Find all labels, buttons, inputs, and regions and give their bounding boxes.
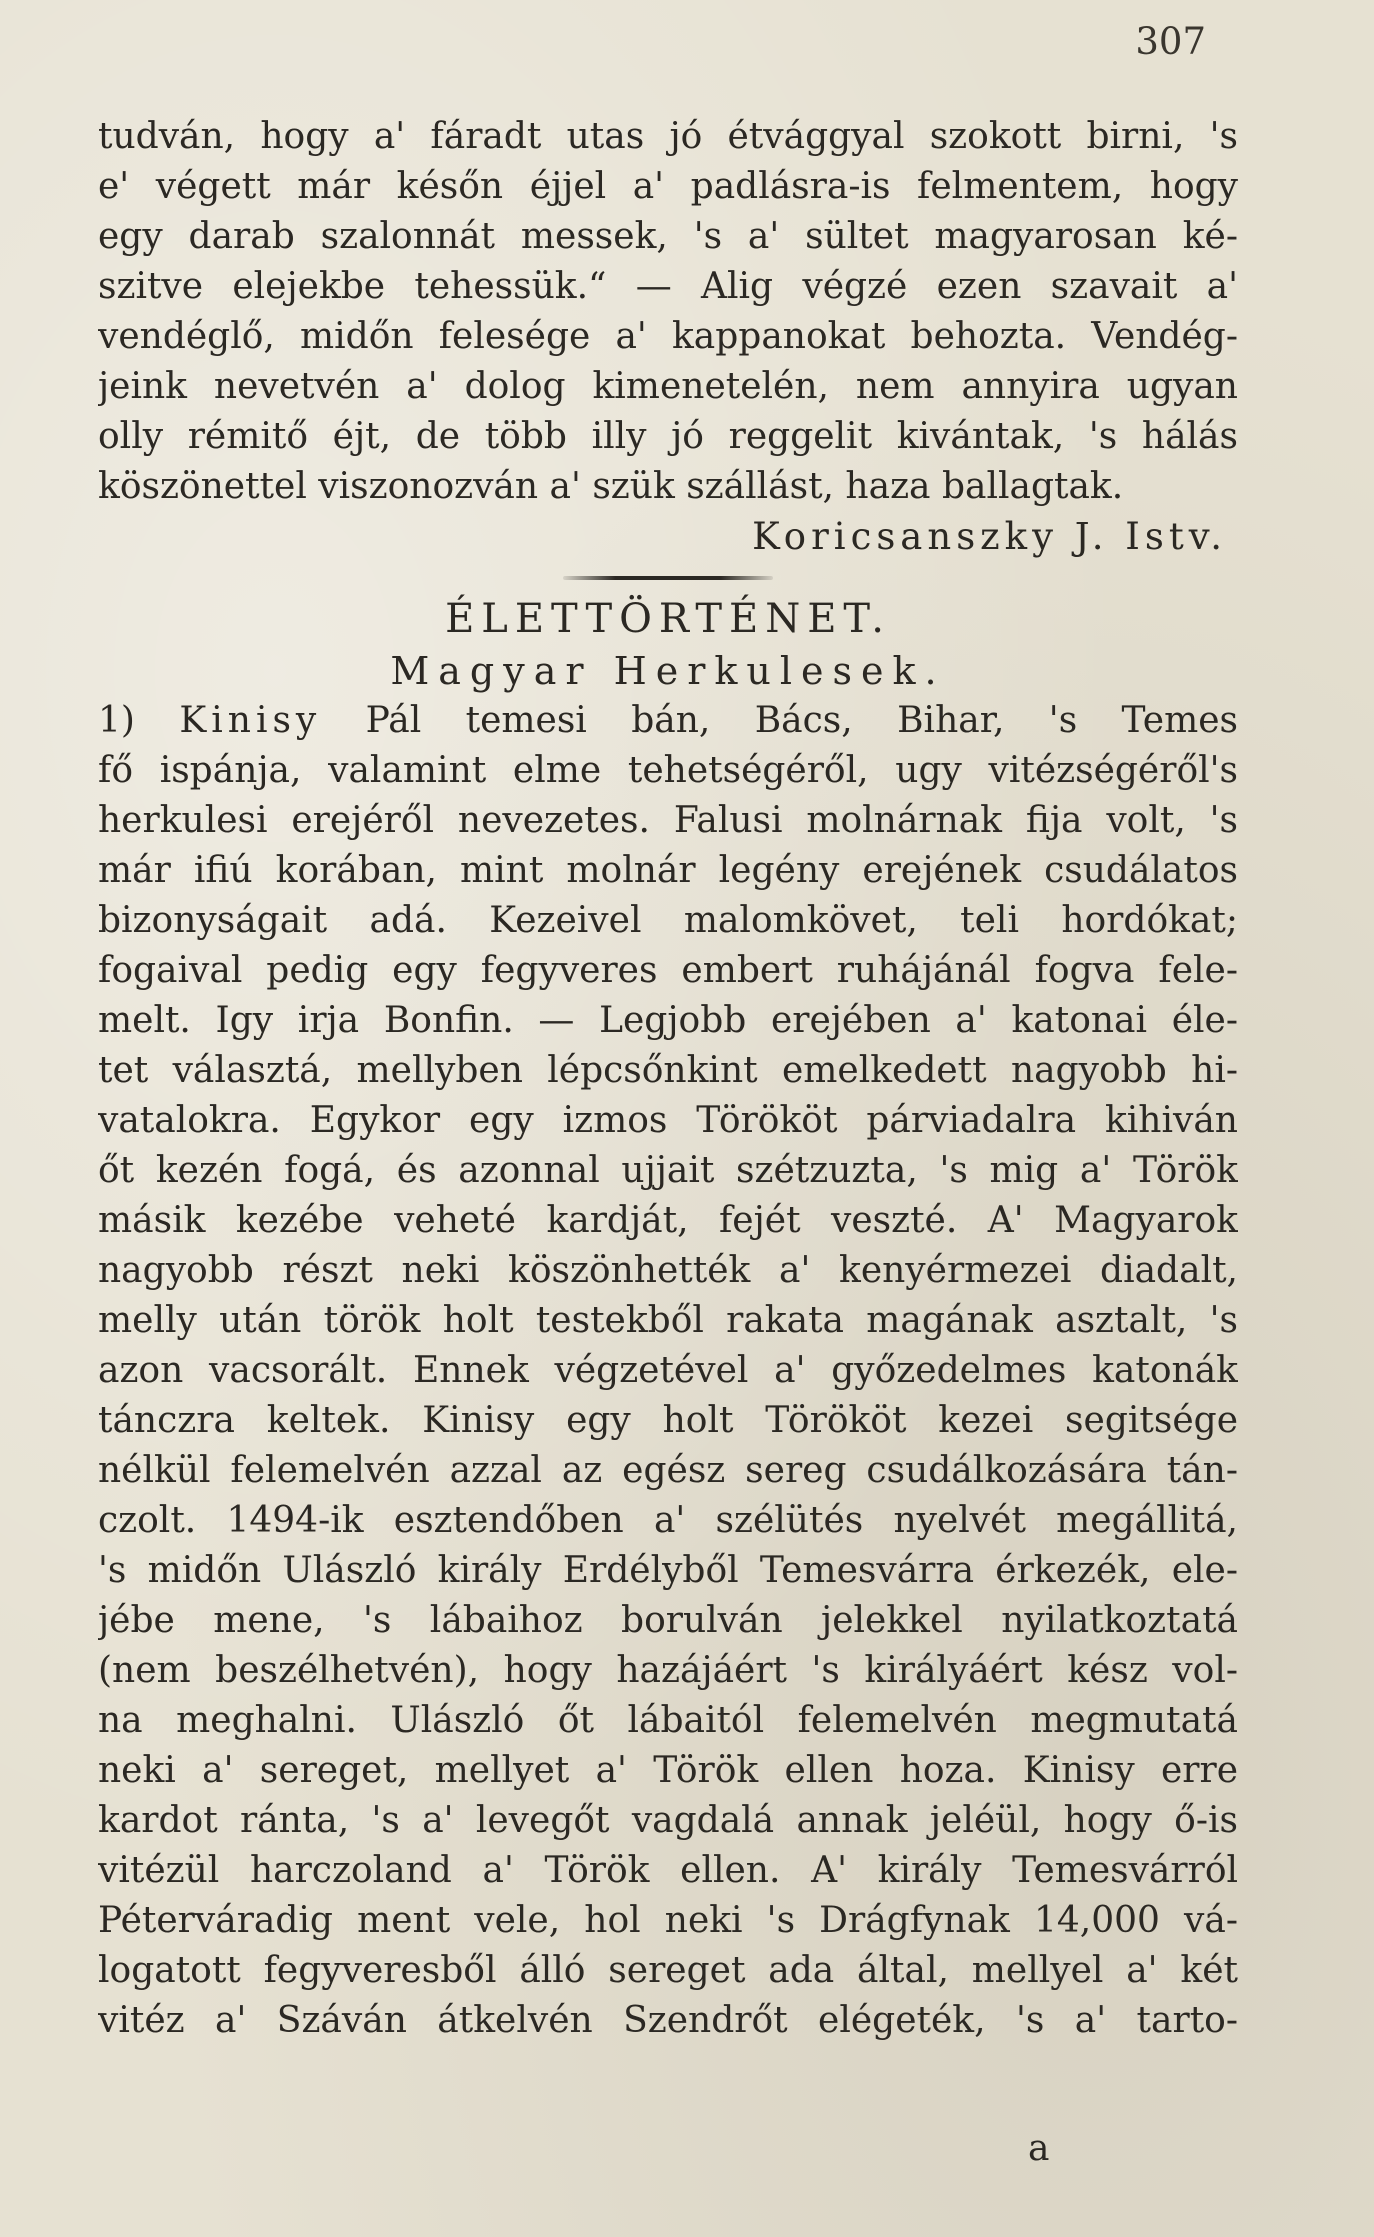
text-line: jeink nevetvén a' dolog kimenetelén, nem annyira ugyan	[98, 366, 1238, 407]
entry-number: 1)	[98, 700, 135, 741]
text-line: nagyobb részt neki köszönhették a' kenyérmezei diadalt,	[98, 1250, 1238, 1291]
text-line: 's midőn Ulászló király Erdélyből Temesvárra érkezék, ele-	[98, 1550, 1238, 1591]
text-line: bizonyságait adá. Kezeivel malomkövet, teli hordókat;	[98, 900, 1238, 941]
text-line: e' végett már későn éjjel a' padlásra-is felmentem, hogy	[98, 166, 1238, 207]
section-divider-rule	[563, 576, 773, 580]
text-line: vitéz a' Száván átkelvén Szendrőt elégeték, 's a' tarto-	[98, 2000, 1238, 2041]
text-line: köszönettel viszonozván a' szük szállást, haza ballagtak.	[98, 466, 1124, 507]
text-line: logatott fegyveresből álló sereget ada által, mellyel a' két	[98, 1950, 1238, 1991]
text-line: már ifiú korában, mint molnár legény erejének csudálatos	[98, 850, 1238, 891]
text-line: nélkül felemelvén azzal az egész sereg csudálkozására tán-	[98, 1450, 1238, 1491]
text-line: kardot ránta, 's a' levegőt vagdalá annak jeléül, hogy ő-is	[98, 1800, 1238, 1841]
text-line: tánczra keltek. Kinisy egy holt Törököt kezei segitsége	[98, 1400, 1238, 1441]
text-line: fő ispánja, valamint elme tehetségéről, ugy vitézségéről's	[98, 750, 1238, 791]
page-text	[98, 112, 1238, 2046]
section-heading: ÉLETTÖRTÉNET.	[445, 596, 891, 642]
catchword: a	[1028, 2128, 1050, 2169]
text-line: neki a' sereget, mellyet a' Török ellen hoza. Kinisy erre	[98, 1750, 1238, 1791]
entry-first-line-text: Pál temesi bán, Bács, Bihar, 's Temes	[321, 700, 1238, 741]
text-line: azon vacsorált. Ennek végzetével a' győzedelmes katonák	[98, 1350, 1238, 1391]
text-line: fogaival pedig egy fegyveres embert ruhájánál fogva fele-	[98, 950, 1238, 991]
text-line: jébe mene, 's lábaihoz borulván jelekkel nyilatkoztatá	[98, 1600, 1238, 1641]
text-line: egy darab szalonnát messek, 's a' sültet magyarosan ké-	[98, 216, 1238, 257]
text-line: másik kezébe veheté kardját, fejét veszté. A' Magyarok	[98, 1200, 1238, 1241]
article-section	[98, 592, 1238, 2046]
text-line: melly után török holt testekből rakata magának asztalt, 's	[98, 1300, 1238, 1341]
text-line-first	[98, 696, 1238, 746]
text-line: herkulesi erejéről nevezetes. Falusi molnárnak fija volt, 's	[98, 800, 1238, 841]
text-line: (nem beszélhetvén), hogy hazájáért 's királyáért kész vol-	[98, 1650, 1238, 1691]
section-subheading: Magyar Herkulesek.	[390, 649, 946, 693]
entry-name: Kinisy	[179, 700, 322, 741]
text-line: olly rémitő éjt, de több illy jó reggelit kivántak, 's hálás	[98, 416, 1238, 457]
previous-article-ending	[98, 112, 1238, 562]
text-line: tet választá, mellyben lépcsőnkint emelkedett nagyobb hi-	[98, 1050, 1238, 1091]
author-signature: Koricsanszky J. Istv.	[752, 515, 1227, 558]
text-line: szitve elejekbe tehessük.“ — Alig végzé ezen szavait a'	[98, 266, 1238, 307]
text-line: tudván, hogy a' fáradt utas jó étvággyal szokott birni, 's	[98, 116, 1238, 157]
text-line: czolt. 1494-ik esztendőben a' szélütés nyelvét megállitá,	[98, 1500, 1238, 1541]
page-number: 307	[1135, 20, 1206, 63]
text-line: vitézül harczoland a' Török ellen. A' király Temesvárról	[98, 1850, 1238, 1891]
text-line: melt. Igy irja Bonfin. — Legjobb erejében a' katonai éle-	[98, 1000, 1238, 1041]
text-line: na meghalni. Ulászló őt lábaitól felemelvén megmutatá	[98, 1700, 1238, 1741]
text-line: vatalokra. Egykor egy izmos Törököt párviadalra kihiván	[98, 1100, 1238, 1141]
text-line: őt kezén fogá, és azonnal ujjait szétzuzta, 's mig a' Török	[98, 1150, 1238, 1191]
text-line: vendéglő, midőn felesége a' kappanokat behozta. Vendég-	[98, 316, 1238, 357]
text-line: Péterváradig ment vele, hol neki 's Drágfynak 14,000 vá-	[98, 1900, 1238, 1941]
